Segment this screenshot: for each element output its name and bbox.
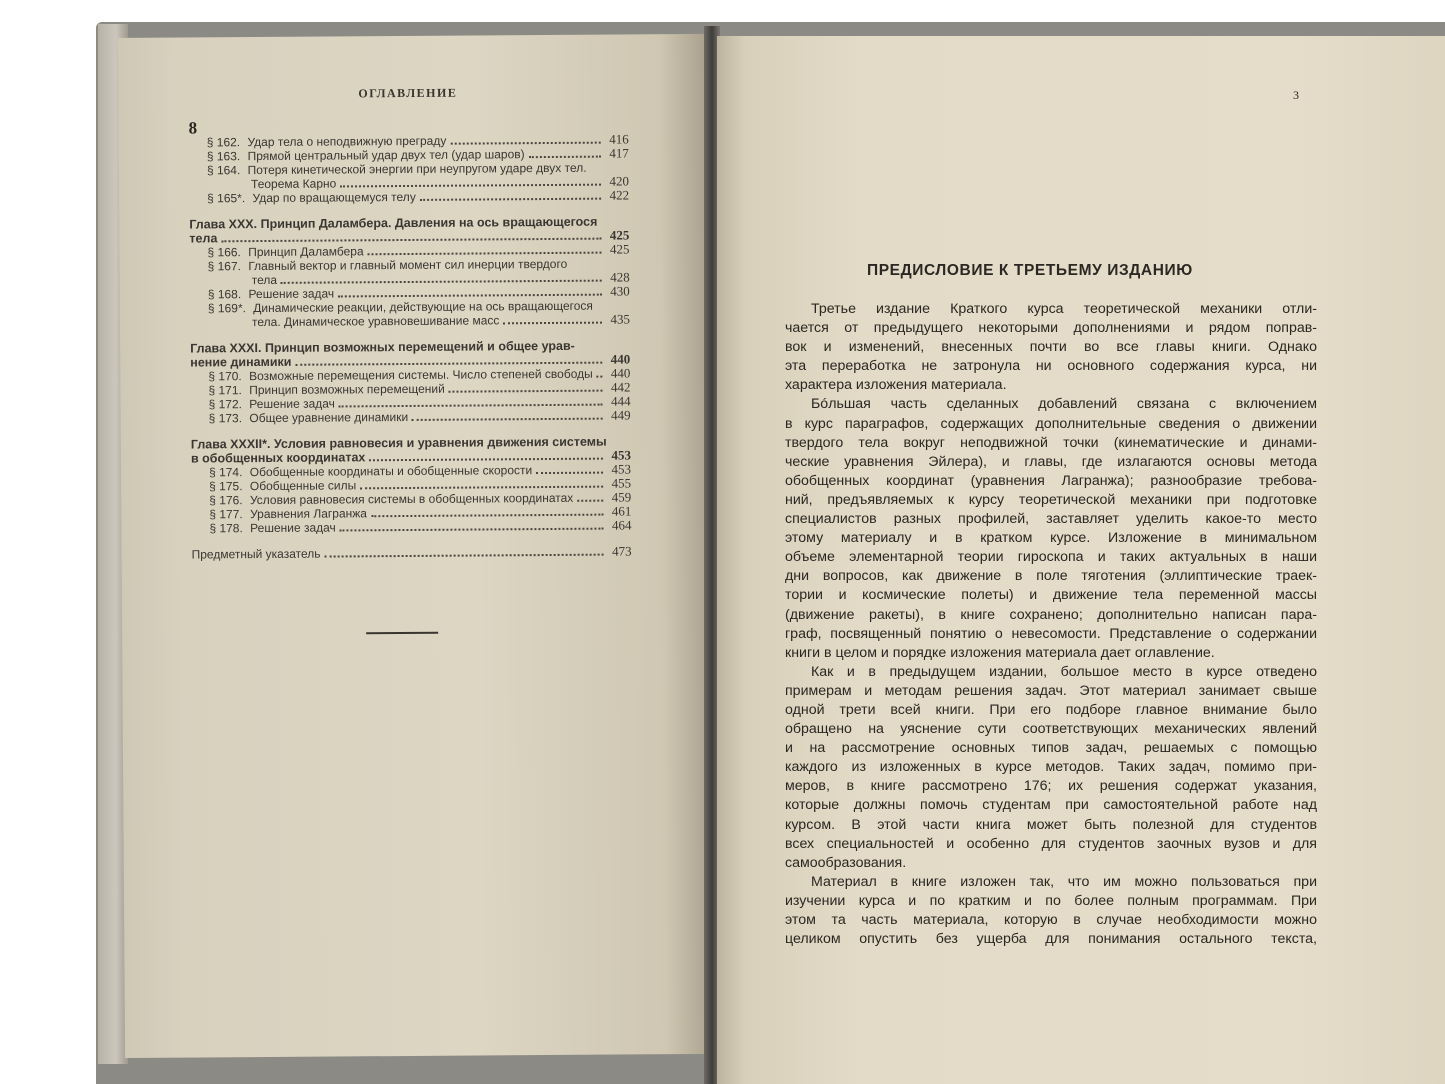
text-line: всех специальностей и особенно для студентов заочных вузов и для <box>785 835 1317 852</box>
toc-page-number: 440 <box>610 351 631 367</box>
text-line: каждого из изложенных в курсе методов. Таких задач, помимо при- <box>785 759 1317 776</box>
toc-page-number: 459 <box>611 489 632 505</box>
text-line: объеме элементарной теории гироскопа и таких актуальных в наши <box>785 549 1317 566</box>
text-line: ний, предъявляемых к курсу теоретической механики при подготовке <box>785 491 1317 508</box>
toc-leader-dots <box>577 499 603 502</box>
toc-leader-dots <box>449 389 603 393</box>
toc-page-number: 444 <box>610 393 631 409</box>
text-line: этому материалу и в кратком курсе. Изложение в минимальном <box>785 530 1317 547</box>
toc-index-row <box>192 544 632 561</box>
toc-section-number: § 171. <box>208 383 242 398</box>
toc-entry-text <box>192 547 321 562</box>
toc-leader-dots <box>295 361 602 366</box>
toc-entry-text <box>209 506 367 521</box>
toc-title: Принцип Даламбера. Давления на ось вращающегося <box>260 214 598 232</box>
toc-section-row <box>191 518 631 535</box>
text-line: примерам и методам решения задач. Этот материал занимает свыше <box>785 682 1317 699</box>
toc-entry-text <box>251 176 336 191</box>
toc-section-number: Глава XXXI. <box>190 341 262 356</box>
toc-page-number: 435 <box>610 311 631 327</box>
toc-page-number: 453 <box>611 461 632 477</box>
toc-leader-dots <box>503 321 602 325</box>
toc-leader-dots <box>536 471 603 474</box>
toc-title: Обобщенные координаты и обобщенные скорости <box>249 463 533 480</box>
toc-title: Удар по вращающемуся телу <box>252 189 416 206</box>
toc-entry-text <box>209 396 335 411</box>
toc-title: Удар тела о неподвижную преграду <box>247 133 447 150</box>
toc-entry-text <box>191 450 365 465</box>
toc-title: Условия равновесия системы в обобщенных координатах <box>249 490 574 508</box>
toc-title: Теорема Карно <box>250 176 337 192</box>
toc-section-number: Глава XXXII*. <box>190 436 271 452</box>
toc-leader-dots <box>529 155 601 159</box>
toc-entry-text <box>209 520 335 535</box>
text-line: вок и изменений, внесенных почти во все главы книги. Однако <box>785 339 1317 356</box>
preface-body <box>785 300 1317 949</box>
toc-section-number: § 164. <box>206 163 241 178</box>
toc-leader-dots <box>412 417 603 421</box>
toc-title: Решение задач <box>248 286 335 302</box>
toc-section-number: Глава XXX. <box>189 217 258 232</box>
toc-page-number: 455 <box>611 475 632 491</box>
toc-title: Динамические реакции, действующие на ось вращающегося <box>253 298 593 316</box>
toc-section-number: § 170. <box>208 369 242 384</box>
toc-entry-text <box>252 273 277 287</box>
toc-entry-text <box>189 231 217 245</box>
toc-leader-dots <box>339 403 603 408</box>
toc-page-number: 449 <box>611 407 631 423</box>
toc-section-number: § 168. <box>207 287 242 302</box>
text-line: самообразования. <box>785 854 907 871</box>
text-line: тории и космические полеты) и движение тела переменной массы <box>785 587 1317 604</box>
toc-entry-text <box>252 313 499 329</box>
toc-section-number: § 167. <box>207 259 242 274</box>
text-line: граф, посвященный понятию о невесомости. Представление о содержании <box>785 625 1317 642</box>
text-line: обобщенных координат (уравнения Лагранжа); разнообразие требова- <box>785 472 1317 489</box>
text-line: Третье издание Краткого курса теоретической механики отли- <box>811 301 1317 317</box>
text-line: Как и в предыдущем издании, большое место в курсе отведено <box>811 663 1317 680</box>
toc-entry-text <box>207 244 363 259</box>
toc-title: в обобщенных координатах <box>190 450 366 466</box>
toc-title: Принцип Даламбера <box>248 244 364 260</box>
toc-section-number: § 174. <box>208 465 243 480</box>
text-line: меров, в книге рассмотрено 176; их решения содержат указания, <box>785 778 1317 795</box>
toc-page-number: 428 <box>610 269 630 285</box>
toc-title: Решение задач <box>249 396 335 412</box>
toc-title: тела <box>251 272 278 288</box>
toc-leader-dots <box>338 293 602 298</box>
toc-title: Предметный указатель <box>191 546 321 562</box>
toc-title: Потеря кинетической энергии при неупругом ударе двух тел. <box>247 160 587 178</box>
toc-leader-dots <box>371 513 603 518</box>
text-line: характера изложения материала. <box>785 377 1007 394</box>
text-line: изучении курса и по кратким и по более полным программам. При <box>785 892 1317 909</box>
text-line: чается от предыдущего некоторыми дополнениями и рядом поправ- <box>785 320 1317 337</box>
left-page <box>118 34 713 1058</box>
toc-section-row <box>189 188 629 205</box>
toc-leader-dots <box>360 485 603 490</box>
preface-heading: ПРЕДИСЛОВИЕ К ТРЕТЬЕМУ ИЗДАНИЮ <box>867 262 1193 279</box>
text-line: Бóльшая часть сделанных добавлений связана с включением <box>811 396 1317 413</box>
toc-section-number: § 178. <box>209 521 243 536</box>
toc-page-number: 473 <box>612 543 632 559</box>
text-line: и на рассмотрение основных типов задач, решаемых с помощью <box>785 740 1317 757</box>
toc-leader-dots <box>368 251 602 256</box>
toc-title: тела <box>189 231 218 246</box>
toc-title: Принцип возможных перемещений и общее урав- <box>264 338 575 355</box>
toc-section-number: § 162. <box>206 135 241 150</box>
text-line: дни вопросов, как движение в поле тяготения (эллиптические траек- <box>785 568 1317 585</box>
toc-section-number: § 172. <box>208 397 242 412</box>
text-line: которые должны помочь студентам при самостоятельной работе над <box>785 797 1317 814</box>
text-line: (движение ракеты), в книге сохранено; дополнительно написан пара- <box>785 606 1317 623</box>
toc-title: Главный вектор и главный момент сил инерции твердого <box>248 256 568 274</box>
text-line: обращено на уяснение сути соответствующих механических явлений <box>785 721 1317 738</box>
toc-page-number: 430 <box>610 283 630 299</box>
toc-leader-dots <box>221 237 601 243</box>
toc-title: Решение задач <box>250 520 336 536</box>
text-line: этом та часть материала, которую в случае необходимости можно <box>785 912 1317 928</box>
toc-section-number: § 166. <box>207 245 241 260</box>
toc-leader-dots <box>450 141 600 145</box>
toc-entry-text <box>209 410 409 425</box>
toc-page-number: 420 <box>609 173 630 189</box>
toc-title: Прямой центральный удар двух тел (удар шаров) <box>247 147 525 164</box>
text-line: специалистов разных профилей, заставляет уделить какое-то место <box>785 511 1317 528</box>
text-line: Материал в книге изложен так, что им можно пользоваться при <box>811 873 1317 890</box>
text-line: в курс параграфов, содержащих дополнительные сведения о движении <box>785 415 1317 432</box>
toc-leader-dots <box>369 457 603 462</box>
page-number-left: 8 <box>188 118 198 138</box>
toc-leader-dots <box>597 375 603 378</box>
toc-section-row <box>190 312 630 329</box>
toc-page-number: 453 <box>611 447 631 463</box>
toc-page-number: 461 <box>611 503 632 519</box>
toc-section-number: § 173. <box>208 411 243 426</box>
toc-entry-text <box>208 286 334 301</box>
toc-leader-dots <box>281 279 602 284</box>
toc-title: Условия равновесия и уравнения движения системы <box>273 434 607 451</box>
text-line: твердого тела вокруг неподвижной точки (кинематические и динами- <box>785 434 1317 451</box>
toc-entry-text <box>207 190 416 205</box>
toc-entry-text <box>209 478 356 493</box>
toc-page-number: 440 <box>610 365 631 381</box>
text-line: книги в целом и порядке изложения материала дает оглавление. <box>785 644 1215 661</box>
toc-leader-dots <box>325 553 604 558</box>
toc-page-number: 425 <box>609 227 630 243</box>
toc-leader-dots <box>340 183 601 188</box>
toc-section-number: § 176. <box>209 493 243 508</box>
running-head: ОГЛАВЛЕНИЕ <box>358 85 458 101</box>
toc-section-row <box>191 408 631 425</box>
toc-section-number: § 175. <box>209 479 243 494</box>
toc-title: Возможные перемещения системы. Число степеней свободы <box>249 366 593 384</box>
toc-section-number: § 169*. <box>207 301 246 316</box>
toc-title: Уравнения Лагранжа <box>249 506 367 522</box>
toc-title: Принцип возможных перемещений <box>249 381 445 398</box>
right-page <box>717 36 1445 1084</box>
toc-title: нение динамики <box>190 354 292 370</box>
toc-page-number: 417 <box>609 145 629 161</box>
text-line: ческие уравнения Эйлера), и главы, где излагаются основы метода <box>785 453 1317 470</box>
text-line: эта переработка не затронула ни основного содержания курса, ни <box>785 358 1317 375</box>
table-of-contents <box>188 94 631 561</box>
toc-page-number: 442 <box>610 379 631 395</box>
page-number-right: 3 <box>1293 88 1299 102</box>
text-line: курсом. В этой части книга может быть полезной для студентов <box>785 816 1317 833</box>
toc-leader-dots <box>420 197 601 201</box>
toc-leader-dots <box>340 527 604 532</box>
toc-entry-text <box>190 355 291 370</box>
toc-page-number: 422 <box>609 187 630 203</box>
toc-page-number: 464 <box>611 517 632 533</box>
toc-page-number: 416 <box>609 131 629 147</box>
toc-section-number: § 177. <box>209 507 243 522</box>
toc-section-number: § 165*. <box>207 191 246 206</box>
text-line: целиком опустить без ущерба для понимания остального текста, <box>785 931 1317 948</box>
text-line: одной трети всей книги. При его подборе главное внимание было <box>785 701 1317 718</box>
end-rule <box>366 632 438 635</box>
toc-title: Общее уравнение динамики <box>249 409 409 426</box>
toc-section-number: § 163. <box>206 149 241 164</box>
toc-page-number: 425 <box>609 241 630 257</box>
toc-title: Обобщенные силы <box>249 478 357 494</box>
toc-title: тела. Динамическое уравновешивание масс <box>251 313 500 330</box>
